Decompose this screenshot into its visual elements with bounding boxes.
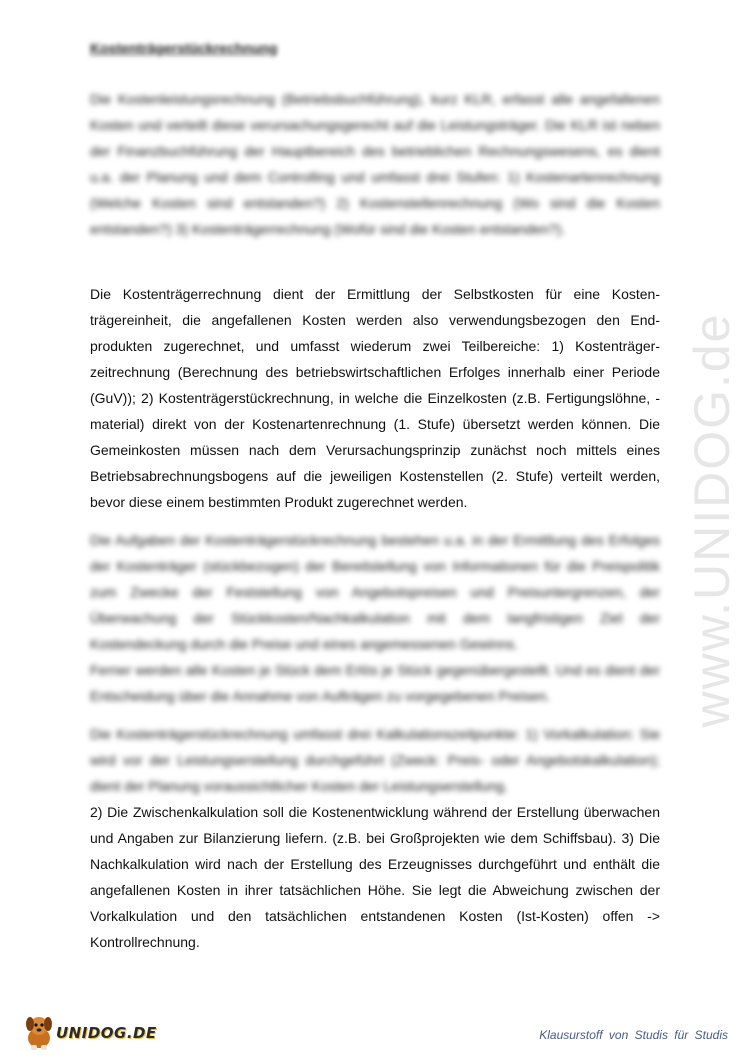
paragraph-kostentraegerrechnung: Die Kostenträgerrechnung dient der Ermittlung der Selbstkosten für eine Kostenträgereinheit, die angefallenen Kosten werden also verwendungsbezogen den Endprodukten zugerechnet, und umfasst wiederum zwei Teilbereiche: 1) Kostenträgerzeitrechnung (Berechnung des betriebswirtschaftlichen Erfolges innerhalb einer Periode (GuV)); 2) Kostenträgerstückrechnung, in welche die Einzelkosten (z.B. Fertigungslöhne, -material) direkt von der Kostenartenrechnung (1. Stufe) übersetzt werden können. Die Gemeinkosten müssen nach dem Verursachungsprinzip zunächst noch mittels eines Betriebsabrechnungsbogens auf die jeweiligen Kostenstellen (2. Stufe) verteilt werden, bevor diese einem bestimmten Produkt zugerechnet werden. [90,286,660,510]
paragraph-zwischenkalkulation: 2) Die Zwischenkalkulation soll die Kostenentwicklung während der Erstellung überwachen und Angaben zur Bilanzierung liefern. (z.B. bei Großprojekten wie dem Schiffsbau). 3) Die Nachkalkulation wird nach der Erstellung des Erzeugnisses durchgeführt und enthält die angefallenen Kosten in ihrer tatsächlichen Höhe. Sie legt die Abweichung zwischen der Vorkalkulation und den tatsächlichen entstandenen Kosten (Ist-Kosten) offen -> Kontrollrechnung. [90,804,660,950]
footer-logo[interactable] [22,1012,157,1052]
footer-tagline: Klausurstoff von Studis für Studis [539,1028,728,1042]
dog-mascot-icon [22,1012,58,1052]
paragraph-intro-blurred: Die Kostenleistungsrechnung (Betriebsbuchführung), kurz KLR, erfasst alle angefallenen Kosten und verteilt diese verursachungsgerecht auf die Leistungsträger. Die KLR ist neben der Finanzbuchführung der Hauptbereich des betrieblichen Rechnungswesens, es dient u.a. der Planung und dem Controlling und umfasst drei Stufen: 1) Kostenartenrechnung (Welche Kosten sind entstanden?) 2) Kostenstellenrechnung (Wo sind die Kosten entstanden?) 3) Kostenträgerrechnung (Wofür sind die Kosten entstanden?). [90,91,660,237]
paragraph-kalkulationszeitpunkte-blurred: Die Kostenträgerstückrechnung umfasst drei Kalkulationszeitpunkte: 1) Vorkalkulation: Sie wird vor der Leistungserstellung durchgeführt (Zweck: Preis- oder Angebotskalkulation); dient der Planung voraussichtlicher Kosten der Leistungserstellung. [90,726,660,794]
paragraph-aufgaben-blurred: Die Aufgaben der Kostenträgerstückrechnung bestehen u.a. in der Ermittlung des Erfolges der Kostenträger (stückbezogen) der Bereitstellung von Informationen für die Preispolitik zum Zwecke der Feststellung von Angebotspreisen und Preisuntergrenzen, der Überwachung der Stückkosten/Nachkalkulation mit dem langfristigen Ziel der Kostendeckung durch die Preise und eines angemessenen Gewinns. [90,532,660,652]
page-title: Kostenträgerstückrechnung [90,40,278,56]
watermark: www.UNIDOG.de [684,312,740,728]
paragraph-ferner-blurred: Ferner werden alle Kosten je Stück dem Erlös je Stück gegenübergestellt. Und es dient der Entscheidung über die Annahme von Aufträgen zu vorgegebenen Preisen. [90,662,660,704]
logo-text: UNIDOG.DE [56,1024,157,1042]
